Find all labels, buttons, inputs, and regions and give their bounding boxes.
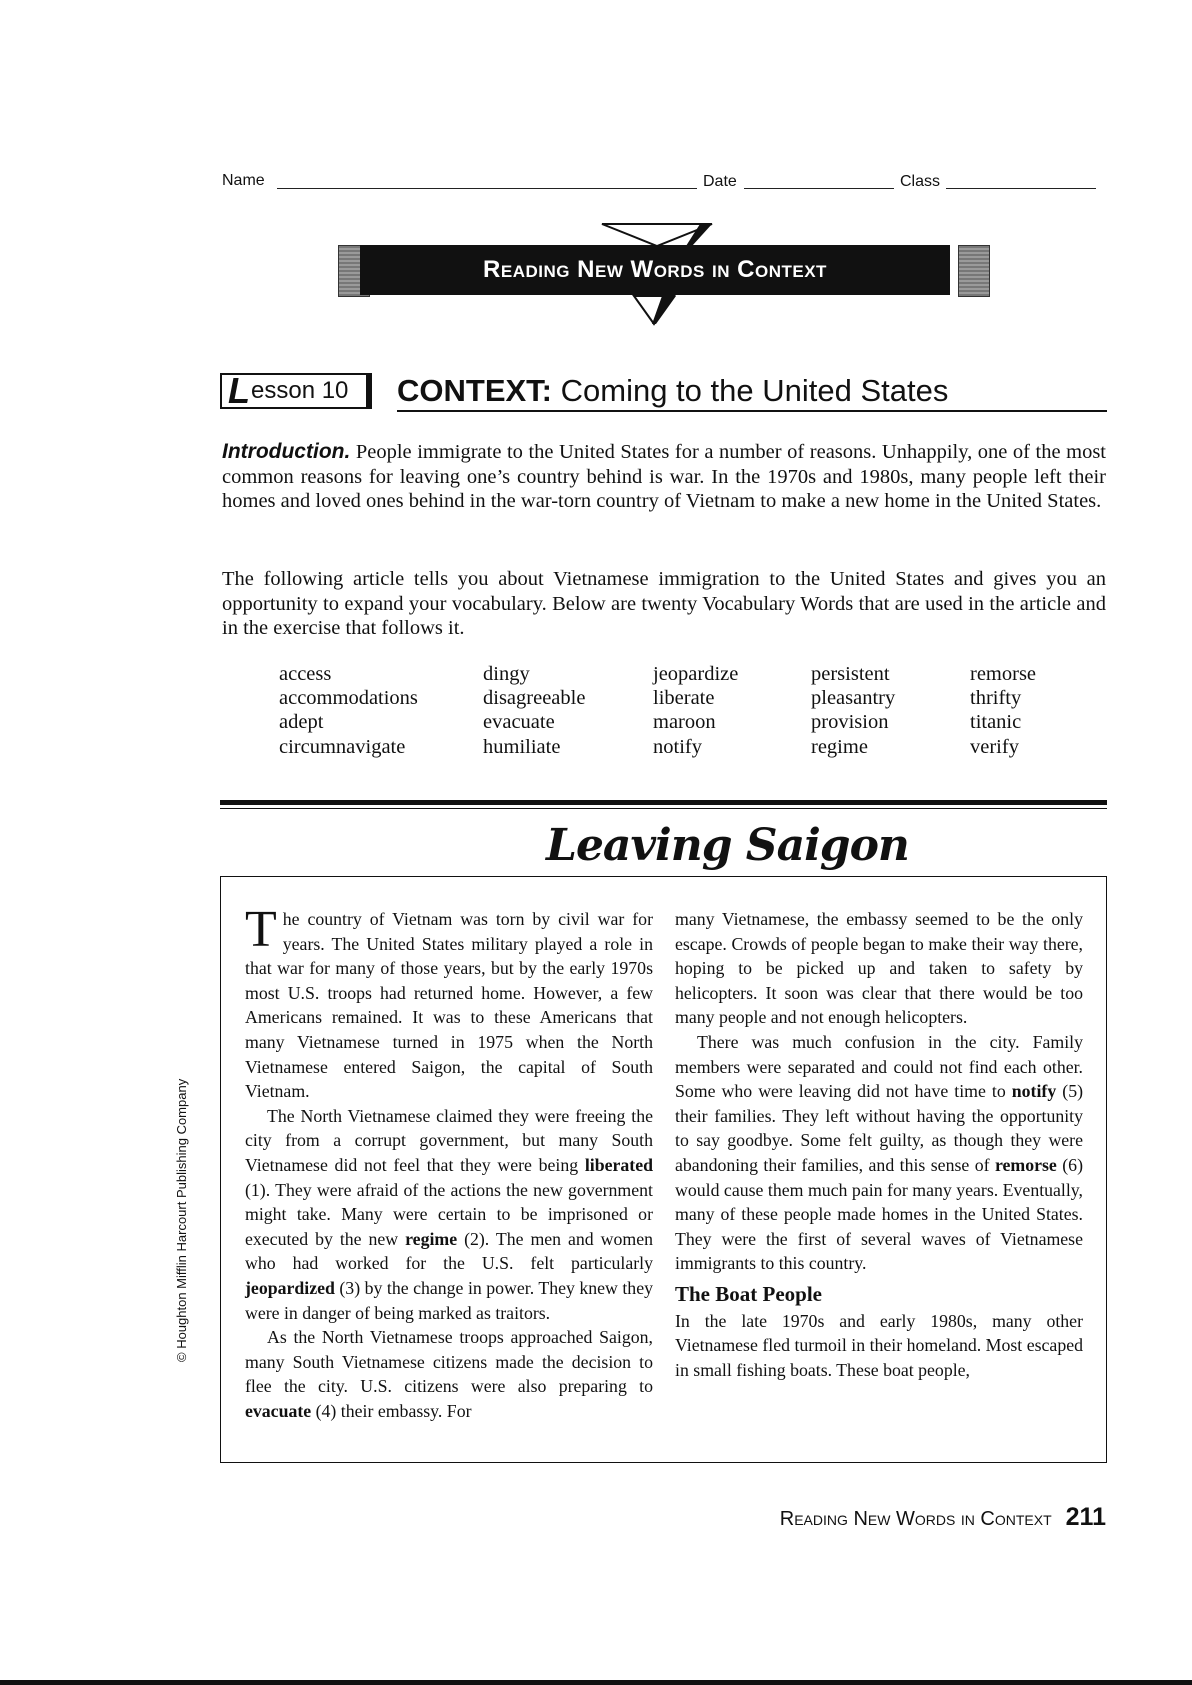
article-column-left — [245, 901, 653, 1423]
vocabulary-word: liberate — [653, 687, 715, 710]
article-paragraph: In the late 1970s and early 1980s, many other Vietnamese fled turmoil in their homeland. Most escaped in small fishing boats. These boat people, — [675, 1310, 1083, 1380]
vocabulary-word: persistent — [811, 663, 890, 685]
lesson-number-box — [220, 370, 372, 411]
page-number: 211 — [1065, 1503, 1106, 1531]
vocabulary-column-5 — [970, 662, 1036, 759]
vocabulary-word: jeopardize — [653, 663, 739, 685]
footer-title: Reading New Words in Context — [779, 1508, 1052, 1530]
banner-bottom-triangle-icon — [632, 294, 682, 326]
context-label: CONTEXT: — [397, 373, 552, 408]
copyright-notice: © Houghton Mifflin Harcourt Publishing Company — [174, 1078, 189, 1362]
lesson-number: esson 10 — [251, 377, 349, 404]
vocabulary-word: access — [279, 663, 332, 685]
bottom-edge-bar — [0, 1680, 1192, 1685]
section-divider-thin — [220, 808, 1107, 809]
vocabulary-word: regime — [811, 735, 868, 758]
article-paragraph: The country of Vietnam was torn by civil war for years. The United States military played a role in that war for many of those years, but by the early 1970s most U.S. troops had returned home. However, a few Americans remained. It was to these Americans that many Vietnamese turned in 1975 when the North Vietnamese entered Saigon, the capital of South Vietnam. — [245, 901, 653, 1102]
article-title: Leaving Saigon — [540, 820, 915, 871]
vocab-highlight: jeopardized — [245, 1277, 335, 1298]
article-paragraph: There was much confusion in the city. Family members were separated and could not find each other. Some who were leaving did not have time to notify (5) their families. They left without having the opportunity to say goodbye. Some felt guilty, as though they were abandoning their families, and this sense of remorse (6) would cause them much pain for many years. Eventually, many of these people made homes in the United States. They were the first of several waves of Vietnamese immigrants to this country. — [675, 1031, 1084, 1274]
vocabulary-word: circumnavigate — [279, 735, 406, 758]
banner-top-triangle-icon — [600, 222, 715, 248]
vocab-highlight: notify — [1011, 1081, 1057, 1102]
article-paragraph: The North Vietnamese claimed they were freeing the city from a corrupt government, but many South Vietnamese did not feel that they were being liberated (1). They were afraid of the actions the new government might take. Many were certain to be imprisoned or executed by the new regime (2). The men and women who had worked for the U.S. felt particularly jeopardized (3) by the change in power. They knew they were in danger of being marked as traitors. — [245, 1105, 653, 1323]
page-footer — [780, 1503, 1106, 1532]
article-subheading: The Boat People — [675, 1281, 822, 1306]
vocab-highlight: regime — [405, 1228, 458, 1249]
following-paragraph: The following article tells you about Vietnamese immigration to the United States and gives you an opportunity to expand your vocabulary. Below are twenty Vocabulary Words that are used in the article and in the exercise that follows it. — [222, 568, 1106, 639]
name-label: Name — [222, 172, 265, 189]
vocabulary-word: evacuate — [483, 711, 555, 734]
vocabulary-word: thrifty — [970, 687, 1022, 710]
context-title: Coming to the United States — [560, 373, 949, 408]
vocabulary-column-3 — [653, 662, 738, 759]
introduction-text: People immigrate to the United States for a number of reasons. Unhappily, one of the most common reasons for leaving one’s country behind is war. In the 1970s and 1980s, many people left their homes and loved ones behind in the war-torn country of Vietnam to make a new home in the United States. — [222, 441, 1107, 512]
class-label: Class — [900, 173, 941, 190]
vocab-highlight: evacuate — [245, 1400, 312, 1421]
vocabulary-word: humiliate — [483, 735, 561, 758]
banner-right-block — [958, 245, 990, 297]
class-field[interactable] — [946, 188, 1096, 189]
context-heading — [397, 373, 948, 409]
introduction-label: Introduction. — [222, 440, 351, 463]
vocabulary-word: pleasantry — [811, 687, 896, 710]
section-divider-thick — [220, 800, 1107, 805]
date-label: Date — [703, 173, 737, 190]
vocab-highlight: remorse — [994, 1154, 1057, 1175]
vocabulary-word: verify — [970, 735, 1019, 758]
vocabulary-column-1 — [279, 662, 418, 759]
vocabulary-word: adept — [279, 711, 324, 734]
article-paragraph: As the North Vietnamese troops approached Saigon, many South Vietnamese citizens made the decision to flee the city. U.S. citizens were also preparing to evacuate (4) their embassy. For — [245, 1327, 653, 1421]
context-underline — [397, 410, 1107, 412]
name-field[interactable] — [277, 188, 697, 189]
article-column-right — [675, 907, 1083, 1382]
banner-title: Reading New Words in Context — [360, 245, 950, 295]
vocabulary-word: notify — [653, 735, 702, 758]
vocabulary-word: remorse — [970, 663, 1037, 685]
vocabulary-word: provision — [811, 711, 889, 734]
vocabulary-column-4 — [811, 662, 895, 759]
vocab-highlight: liberated — [584, 1154, 653, 1175]
introduction-paragraph — [222, 440, 1106, 514]
vocabulary-column-2 — [483, 662, 585, 759]
vocabulary-word: dingy — [483, 663, 530, 685]
vocabulary-word: disagreeable — [483, 687, 586, 710]
drop-cap: T — [245, 901, 277, 958]
date-field[interactable] — [744, 188, 894, 189]
lesson-initial: L — [228, 370, 250, 411]
vocabulary-word: titanic — [970, 711, 1022, 734]
article-paragraph: many Vietnamese, the embassy seemed to be the only escape. Crowds of people began to make their way there, hoping to be picked up and taken to safety by helicopters. It soon was clear that there would be too many people and not enough helicopters. — [675, 909, 1083, 1028]
vocabulary-word: accommodations — [279, 687, 418, 710]
vocabulary-word: maroon — [653, 711, 716, 734]
